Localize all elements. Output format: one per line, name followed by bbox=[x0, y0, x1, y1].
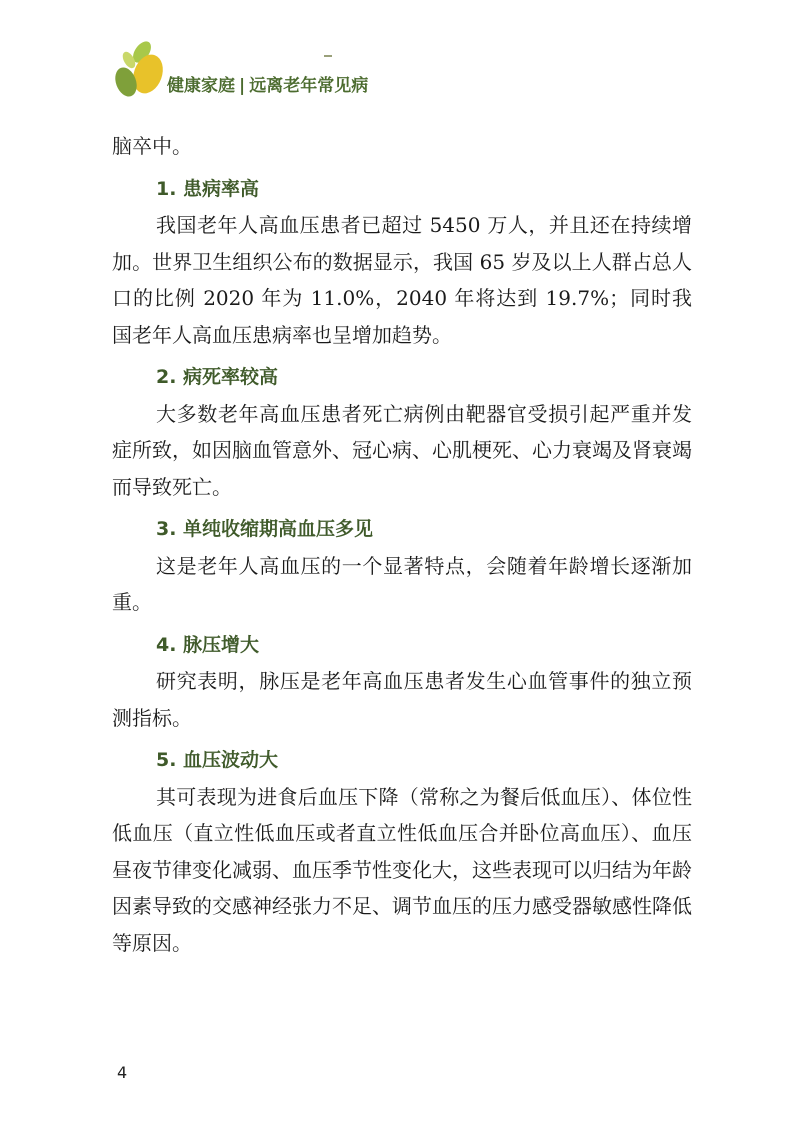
section-paragraph-5: 其可表现为进食后血压下降（常称之为餐后低血压）、体位性低血压（直立性低血压或者直立性低血压合并卧位高血压）、血压昼夜节律变化减弱、血压季节性变化大，这些表现可以归结为年龄因素导致的交感神经张力不足、调节血压的压力感受器敏感性降低等原因。 bbox=[112, 784, 692, 955]
page-header bbox=[112, 38, 712, 108]
section-paragraph-2: 大多数老年高血压患者死亡病例由靶器官受损引起严重并发症所致，如因脑血管意外、冠心病、心肌梗死、心力衰竭及肾衰竭而导致死亡。 bbox=[112, 401, 692, 499]
page-number: 4 bbox=[117, 1063, 128, 1082]
header-separator: | bbox=[239, 76, 246, 96]
section-heading-5: 5. 血压波动大 bbox=[156, 749, 279, 771]
leaf-logo-icon bbox=[112, 38, 172, 100]
header-subtitle: 远离老年常见病 bbox=[249, 76, 369, 96]
page-body bbox=[112, 128, 692, 961]
section-paragraph-1: 我国老年人高血压患者已超过 5450 万人，并且还在持续增加。世界卫生组织公布的数据显示，我国 65 岁及以上人群占总人口的比例 2020 年为 11.0%，2040 年将达到 19.7%；同时我国老年人高血压患病率也呈增加趋势。 bbox=[112, 213, 692, 347]
header-dash bbox=[324, 55, 332, 57]
running-header bbox=[167, 71, 368, 96]
header-title: 健康家庭 bbox=[167, 76, 235, 96]
intro-paragraph: 脑卒中。 bbox=[112, 134, 192, 158]
section-heading-3: 3. 单纯收缩期高血压多见 bbox=[156, 518, 374, 540]
section-heading-2: 2. 病死率较高 bbox=[156, 366, 279, 388]
section-paragraph-3: 这是老年人高血压的一个显著特点，会随着年龄增长逐渐加重。 bbox=[112, 553, 692, 614]
section-heading-1: 1. 患病率高 bbox=[156, 177, 260, 200]
section-heading-4: 4. 脉压增大 bbox=[156, 633, 260, 656]
section-paragraph-4: 研究表明，脉压是老年高血压患者发生心血管事件的独立预测指标。 bbox=[112, 669, 692, 730]
